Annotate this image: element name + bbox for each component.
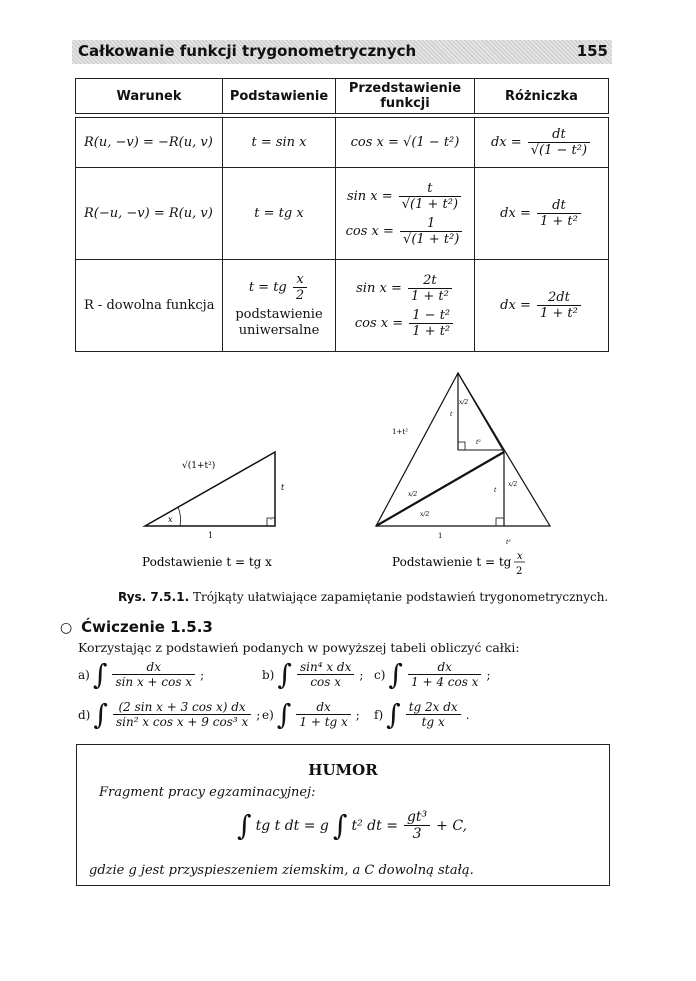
exercise-item: b) ∫ $\frac{\text{sin⁴ x dx}}{\text{cos x}}$ ; (262, 657, 364, 691)
svg-text:·: · (270, 517, 272, 524)
func-lhs: cos x = (350, 135, 404, 150)
svg-text:2: 2 (516, 566, 523, 577)
half-angle-label: x/2 (459, 399, 469, 406)
hyp-label: √(1+t²) (182, 461, 216, 471)
half-angle-label: x/2 (408, 491, 418, 498)
differential-cell (475, 118, 609, 168)
diff-lhs: dx = (490, 135, 526, 150)
base-1-label: 1 (438, 532, 443, 540)
diff-fraction: $\frac{dt}{\text{1 + t²}}$ (537, 198, 581, 229)
figure-caption-text: Trójkąty ułatwiające zapamiętanie podstawień trygonometrycznych. (189, 590, 609, 604)
diff-fraction: $\frac{dt}{\text{√(1 − t²)}}$ (528, 127, 590, 158)
table-header-row (76, 79, 609, 114)
exercise-intro: Korzystając z podstawień podanych w powyższej tabeli obliczyć całki: (78, 640, 520, 655)
top-label: 1+t² (392, 428, 408, 436)
caption-right (392, 551, 525, 577)
humor-title: HUMOR (308, 761, 378, 779)
differential-cell: dx = $\frac{2dt}{\text{1 + t²}}$ (475, 260, 609, 352)
substitution-cell: t = tg $\frac{x}{2}$ podstawienie uniwersalne (223, 260, 336, 352)
half-angle-label: x/2 (420, 511, 430, 518)
condition-cell: R(u, −v) = −R(u, v) (76, 118, 223, 168)
column-header: Przedstawienie funkcji (336, 79, 475, 114)
column-header: Warunek (76, 79, 223, 114)
left-triangle (145, 452, 285, 540)
angle-label: x (168, 515, 173, 524)
inner-t2-label: t² (476, 439, 481, 446)
exercise-item: d) ∫ $\frac{\text{(2 sin x + 3 cos x) dx}}{\text{sin² x cos x + 9 cos³ x}}$ ; (78, 697, 261, 731)
column-header: Podstawienie (223, 79, 336, 114)
svg-text:x: x (517, 551, 523, 562)
inner-t-label: t (450, 411, 453, 418)
differential-cell: dx = $\frac{dt}{\text{1 + t²}}$ (475, 168, 609, 260)
humor-formula: ∫ tg t dt = g ∫ t² dt = $\frac{\text{gt³}}{3}$ + C, (237, 808, 467, 842)
svg-text:Podstawienie t = tg: Podstawienie t = tg (392, 555, 512, 569)
humor-explanation: gdzie g jest przyspieszeniem ziemskim, a C dowolną stałą. (89, 863, 474, 878)
base-t2-label: t² (506, 539, 511, 546)
side-t-label: t (494, 487, 497, 494)
substitution-cell: t = sin x (223, 118, 336, 168)
condition-cell: R - dowolna funkcja (76, 260, 223, 352)
table-row (76, 118, 609, 168)
table-row (76, 260, 609, 352)
function-cell: sin x = $\frac{t}{\text{√(1 + t²)}}$ cos x = $\frac{1}{\text{√(1 + t²)}}$ (336, 168, 475, 260)
humor-box (76, 744, 610, 886)
triangle-figure (120, 368, 580, 588)
half-angle-label: x/2 (508, 481, 518, 488)
chapter-title: Całkowanie funkcji trygonometrycznych (78, 42, 417, 60)
condition-cell: R(−u, −v) = R(u, v) (76, 168, 223, 260)
substitution-cell: t = tg x (223, 168, 336, 260)
substitution-table (75, 78, 609, 352)
column-header: Różniczka (475, 79, 609, 114)
right-triangle (376, 373, 550, 546)
exercise-title: Ćwiczenie 1.5.3 (81, 618, 213, 636)
table-row (76, 168, 609, 260)
exercise-item: c) ∫ $\frac{dx}{\text{1 + 4 cos x}}$ ; (374, 657, 491, 691)
exercise-heading (60, 618, 213, 636)
function-cell (336, 118, 475, 168)
figure-label: Rys. 7.5.1. (118, 590, 190, 604)
base-label: 1 (208, 531, 214, 540)
figure-caption (118, 590, 608, 604)
func-rhs: √(1 − t²) (403, 135, 460, 150)
bullet-icon: ○ (60, 620, 73, 636)
exercise-item: f) ∫ $\frac{\text{tg 2x dx}}{\text{tg x}}$ . (374, 697, 470, 731)
humor-intro: Fragment pracy egzaminacyjnej: (99, 785, 316, 800)
caption-left: Podstawienie t = tg x (142, 555, 272, 569)
exercise-item: e) ∫ $\frac{dx}{\text{1 + tg x}}$ ; (262, 697, 360, 731)
diff-fraction: $\frac{2dt}{\text{1 + t²}}$ (537, 290, 581, 321)
page-number: 155 (576, 42, 608, 60)
exercise-item: a) ∫ $\frac{dx}{\text{sin x + cos x}}$ ; (78, 657, 205, 691)
page-header (72, 40, 612, 64)
side-label: t (281, 483, 285, 492)
function-cell: sin x = $\frac{2t}{\text{1 + t²}}$ cos x = $\frac{\text{1 − t²}}{\text{1 + t²}}$ (336, 260, 475, 352)
